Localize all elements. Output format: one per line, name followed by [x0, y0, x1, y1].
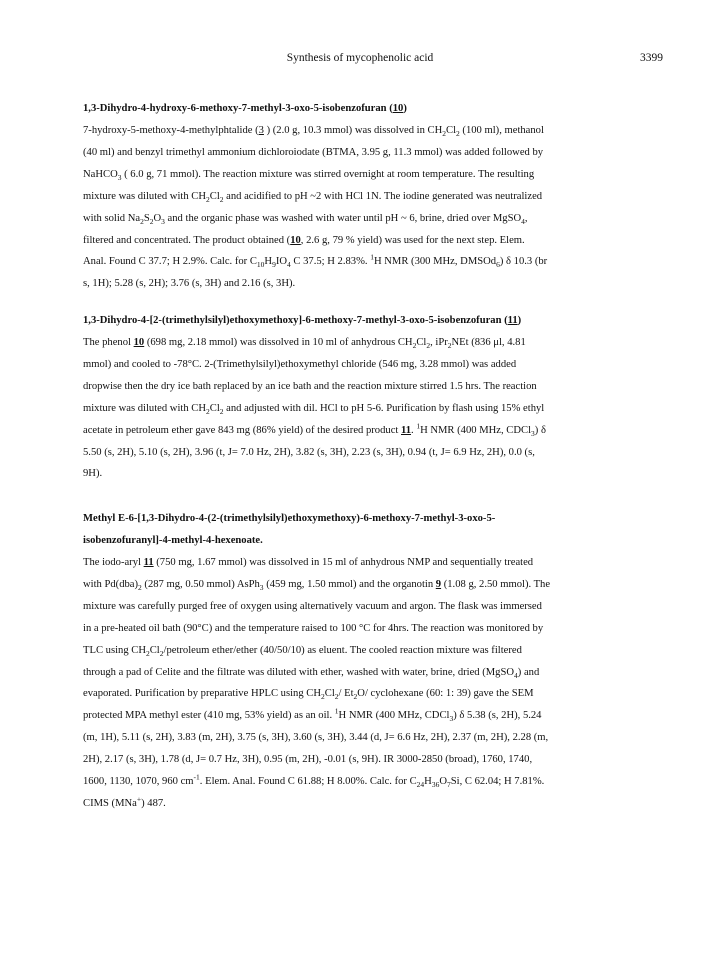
- procedure-section-compound-11: [83, 310, 643, 485]
- body-line: s, 1H); 5.28 (s, 2H); 3.76 (s, 3H) and 2.16 (s, 3H).: [83, 278, 296, 290]
- running-title: Synthesis of mycophenolic acid: [286, 52, 434, 64]
- compound-ref: 11: [401, 424, 412, 436]
- body-line: 5.50 (s, 2H), 5.10 (s, 2H), 3.96 (t, J= 7.0 Hz, 2H), 3.82 (s, 3H), 2.23 (s, 3H), 0.94 (t, J= 6.9 Hz, 2H), 0.0 (s,: [83, 446, 535, 458]
- body-line: in a pre-heated oil bath (90°C) and the temperature raised to 100 °C for 4hrs. The reaction was monitored by: [83, 622, 544, 634]
- body-line: mixture was diluted with $CH_2Cl_2$ and acidified to pH ~2 with HCl 1N. The iodine generated was neutralized: [83, 190, 543, 204]
- procedure-section-methyl-ester: [83, 508, 643, 815]
- body-line: 1600, 1130, 1070, 960 $cm^{-1}$. Elem. Anal. Found C 61.88; H 8.00%. Calc. for $C_{24}H_{36}O_7Si$, C 62.04; H 7.81%.: [83, 772, 545, 790]
- body-line: (40 ml) and benzyl trimethyl ammonium dichloroiodate (BTMA, 3.95 g, 11.3 mmol) was added followed by: [83, 146, 544, 158]
- section-heading-continued: isobenzofuranyl]-4-methyl-4-hexenoate.: [83, 535, 263, 546]
- body-line: 9H).: [83, 468, 103, 480]
- body-line: The phenol 10 (698 mg, 2.18 mmol) was dissolved in 10 ml of anhydrous $CH_2Cl_2$, iPr$_2$NEt (836 μl, 4.81: [83, 337, 526, 351]
- body-line: NaHCO$_3$ ( 6.0 g, 71 mmol). The reaction mixture was stirred overnight at room temperature. The resulting: [83, 168, 535, 182]
- body-line: with $Pd(dba)_2$ (287 mg, 0.50 mmol) AsPh$_3$ (459 mg, 1.50 mmol) and the organotin 9 (1.08 g, 2.50 mmol). The: [83, 578, 551, 593]
- body-line: 7-hydroxy-5-methoxy-4-methylphtalide (3 ) (2.0 g, 10.3 mmol) was dissolved in $CH_2Cl_2$ (100 ml), methanol: [83, 125, 544, 139]
- compound-ref: 3: [258, 125, 264, 136]
- body-line: CIMS (MNa+) 487.: [83, 794, 166, 809]
- compound-ref: 11: [143, 557, 154, 568]
- compound-ref: 10: [392, 103, 404, 114]
- body-line: with solid $Na_2S_2O_3$ and the organic phase was washed with water until pH ~ 6, brine, dried over MgSO$_4$,: [83, 212, 528, 226]
- body-line: filtered and concentrated. The product obtained (10, 2.6 g, 79 % yield) was used for the next step. Elem.: [83, 234, 525, 246]
- page-number: 3399: [640, 52, 663, 64]
- compound-ref: 10: [133, 337, 145, 348]
- body-line: Anal. Found C 37.7; H 2.9%. Calc. for $C_{10}H_9IO_4$ C 37.5; H 2.83%. $^1$H NMR (300 MHz, DMSOd$_6$) δ 10.3 (br: [83, 252, 548, 270]
- section-heading: 1,3-Dihydro-4-hydroxy-6-methoxy-7-methyl-3-oxo-5-isobenzofuran (10): [83, 103, 407, 114]
- body-line: mixture was diluted with $CH_2Cl_2$ and adjusted with dil. HCl to pH 5-6. Purification by flash using 15% ethyl: [83, 402, 545, 416]
- body-line: (m, 1H), 5.11 (s, 2H), 3.83 (m, 2H), 3.75 (s, 3H), 3.60 (s, 3H), 3.44 (d, J= 6.6 Hz, 2H), 2.37 (m, 2H), 2.28 (m,: [83, 732, 549, 744]
- body-line: protected MPA methyl ester (410 mg, 53% yield) as an oil. $^1$H NMR (400 MHz, CDCl$_3$) δ 5.38 (s, 2H), 5.24: [83, 706, 542, 724]
- compound-ref: 10: [290, 234, 301, 246]
- body-line: TLC using $CH_2Cl_2$/petroleum ether/ether (40/50/10) as eluent. The cooled reaction mixture was filtered: [83, 644, 522, 658]
- body-line: mixture was carefully purged free of oxygen using alternatively vacuum and argon. The flask was immersed: [83, 600, 542, 612]
- body-line: dropwise then the dry ice bath replaced by an ice bath and the reaction mixture stirred 1.5 hrs. The reaction: [83, 380, 537, 392]
- procedure-section-compound-10: [83, 98, 643, 295]
- body-line: acetate in petroleum ether gave 843 mg (86% yield) of the desired product 11. $^1$H NMR (400 MHz, CDCl$_3$) δ: [83, 421, 546, 438]
- body-line: evaporated. Purification by preparative HPLC using $CH_2Cl_2/$ $Et_2O/$ cyclohexane (60: 1: 39) gave the SEM: [83, 688, 534, 702]
- compound-ref: 11: [507, 315, 518, 326]
- body-line: mmol) and cooled to -78°C. 2-(Trimethylsilyl)ethoxymethyl chloride (546 mg, 3.28 mmol) was added: [83, 358, 517, 370]
- section-heading: 1,3-Dihydro-4-[2-(trimethylsilyl)ethoxymethoxy]-6-methoxy-7-methyl-3-oxo-5-isobenzofuran (11): [83, 315, 522, 326]
- section-heading: Methyl E-6-[1,3-Dihydro-4-(2-(trimethylsilyl)ethoxymethoxy)-6-methoxy-7-methyl-3-oxo-5-: [83, 513, 496, 524]
- body-line: through a pad of Celite and the filtrate was diluted with ether, washed with water, brine, dried (MgSO$_4$) and: [83, 666, 540, 680]
- body-line: The iodo-aryl 11 (750 mg, 1.67 mmol) was dissolved in 15 ml of anhydrous NMP and sequentially treated: [83, 557, 534, 568]
- body-line: 2H), 2.17 (s, 3H), 1.78 (d, J= 0.7 Hz, 3H), 0.95 (m, 2H), -0.01 (s, 9H). IR 3000-2850 (broad), 1760, 1740,: [83, 754, 533, 766]
- compound-ref: 9: [435, 578, 442, 590]
